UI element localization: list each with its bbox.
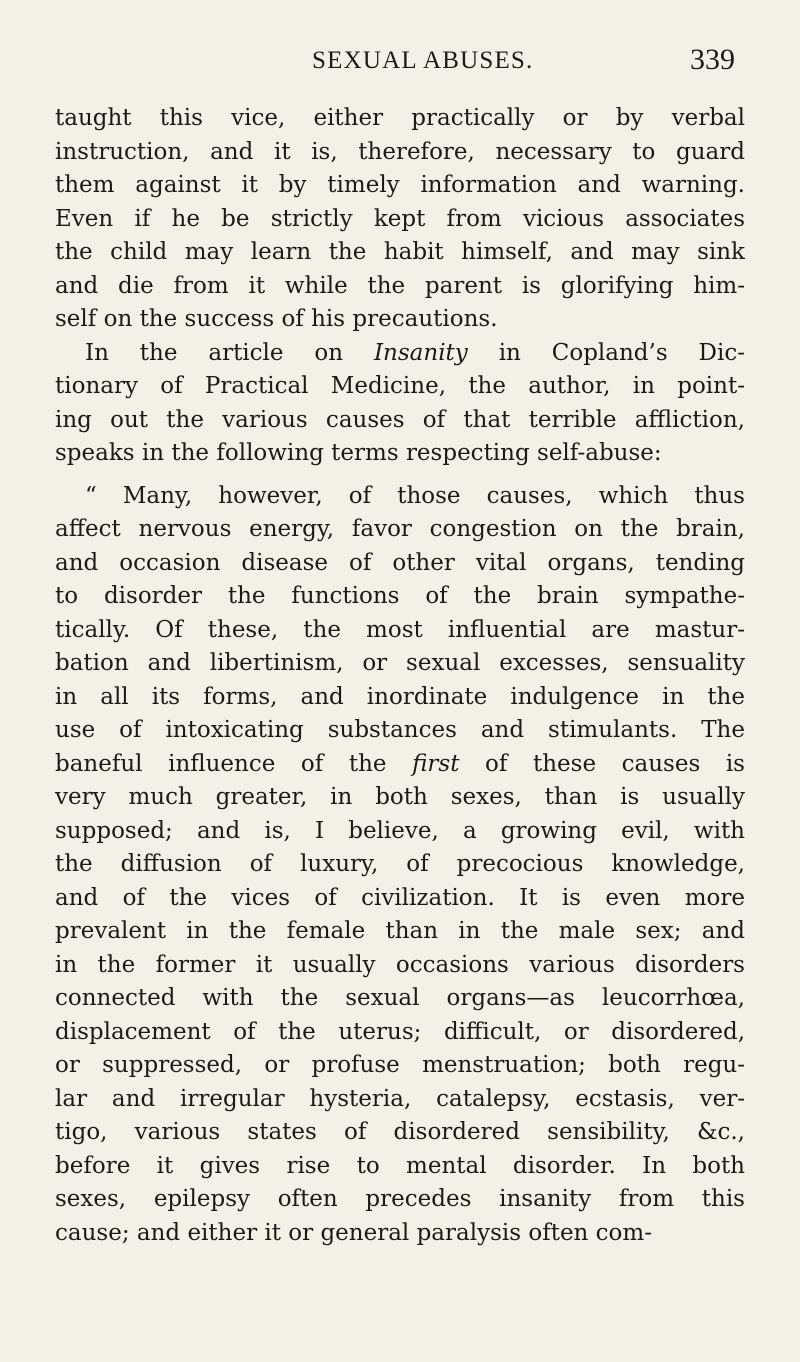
text-line: in all its forms, and inordinate indulgence in the — [55, 683, 745, 710]
quotation — [55, 480, 745, 1251]
text-line: use of intoxicating substances and stimulants. The — [55, 717, 745, 743]
paragraph-gap — [55, 471, 745, 480]
text-line: very much greater, in both sexes, than is usually — [55, 784, 745, 810]
text-line: tionary of Practical Medicine, the author, in point- — [55, 373, 745, 399]
text-line: and occasion disease of other vital organs, tending — [55, 549, 745, 576]
text-line: supposed; and is, I believe, a growing evil, with — [55, 817, 745, 844]
text-run: in Copland’s Dic- — [467, 339, 745, 366]
text-line: and die from it while the parent is glorifying him- — [55, 272, 745, 299]
text-line: “ Many, however, of those causes, which thus — [85, 482, 745, 509]
page-number: 339 — [690, 43, 735, 76]
text-line: self on the success of his precautions. — [55, 306, 498, 332]
page-header — [0, 44, 800, 84]
text-line: bation and libertinism, or sexual excesses, sensuality — [55, 650, 745, 676]
text-line: them against it by timely information and warning. — [55, 172, 745, 198]
text-line: affect nervous energy, favor congestion on the brain, — [55, 516, 745, 542]
text-line: or suppressed, or profuse menstruation; both regu- — [55, 1052, 745, 1078]
text-line: tically. Of these, the most influential are mastur- — [55, 616, 745, 643]
text-line: tigo, various states of disordered sensibility, &c., — [55, 1119, 745, 1145]
text-line: the child may learn the habit himself, and may sink — [55, 239, 745, 265]
text-line: cause; and either it or general paralysis often com- — [55, 1219, 652, 1246]
body-text — [55, 102, 745, 1250]
text-line: speaks in the following terms respecting self-abuse: — [55, 440, 662, 466]
paragraph — [55, 102, 745, 337]
text-line: lar and irregular hysteria, catalepsy, ecstasis, ver- — [55, 1085, 745, 1112]
text-line: prevalent in the female than in the male sex; and — [55, 918, 745, 944]
italic-term: Insanity — [373, 339, 468, 366]
text-line: before it gives rise to mental disorder. In both — [55, 1152, 745, 1179]
text-line — [55, 337, 745, 371]
paragraph — [55, 337, 745, 471]
text-line: Even if he be strictly kept from vicious associates — [55, 205, 745, 232]
text-line: displacement of the uterus; difficult, or disordered, — [55, 1018, 745, 1045]
text-line: connected with the sexual organs—as leucorrhœa, — [55, 985, 745, 1011]
text-run: baneful influence of the — [55, 750, 413, 777]
text-line — [55, 748, 745, 782]
text-run: of these causes is — [459, 750, 745, 777]
text-run: In the article on — [85, 339, 374, 366]
text-line: in the former it usually occasions various disorders — [55, 951, 745, 978]
text-line: sexes, epilepsy often precedes insanity from this — [55, 1186, 745, 1212]
text-line: to disorder the functions of the brain sympathe- — [55, 583, 745, 609]
text-line: ing out the various causes of that terrible affliction, — [55, 406, 745, 433]
running-head: SEXUAL ABUSES. — [312, 47, 534, 74]
text-line: instruction, and it is, therefore, necessary to guard — [55, 138, 745, 165]
italic-term: first — [412, 750, 460, 777]
text-line: and of the vices of civilization. It is even more — [55, 884, 745, 911]
text-line: taught this vice, either practically or by verbal — [55, 105, 745, 131]
text-line: the diffusion of luxury, of precocious knowledge, — [55, 851, 745, 877]
